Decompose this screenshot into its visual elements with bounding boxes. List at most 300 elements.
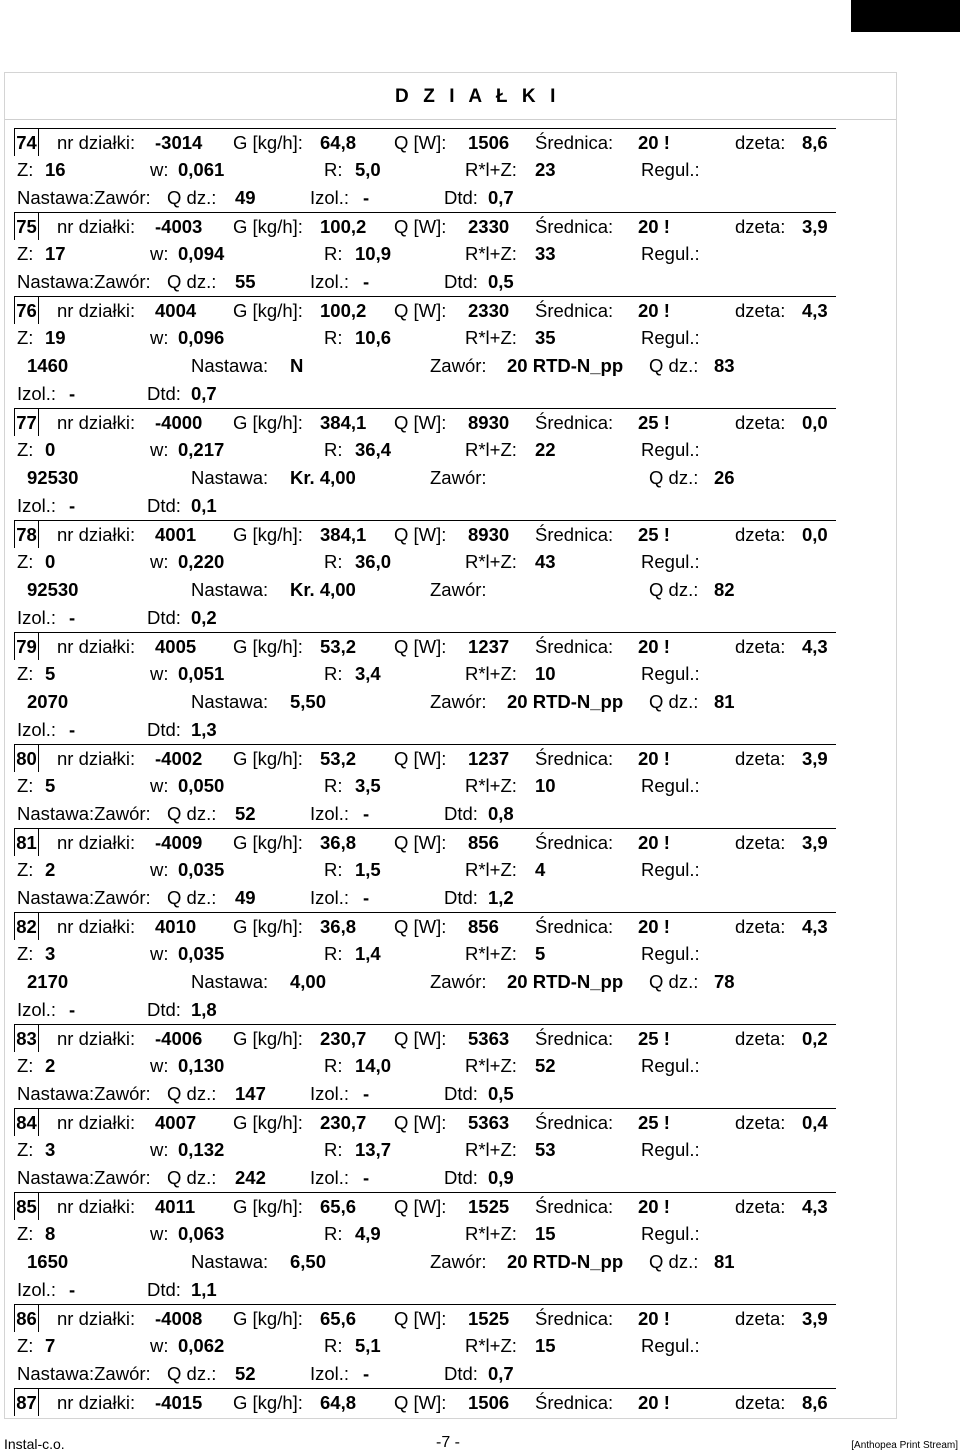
- z-value: 17: [45, 243, 66, 264]
- dzeta-value: 0,0: [802, 412, 828, 433]
- qdz-value: 242: [235, 1167, 266, 1188]
- entries-list: [5, 73, 898, 1420]
- entry-row-insulation: [14, 380, 836, 408]
- z-value: 2: [45, 859, 56, 880]
- q-value: 2330: [468, 300, 510, 321]
- qdz-label: Q dz.:: [167, 271, 217, 292]
- nr-label: nr działki:: [57, 412, 136, 433]
- nastawa-label: Nastawa:: [191, 971, 269, 992]
- g-label: G [kg/h]:: [233, 300, 303, 321]
- r-label: R:: [324, 1139, 343, 1160]
- dzeta-value: 0,0: [802, 524, 828, 545]
- nastawa-value: 5,50: [290, 691, 327, 712]
- z-value: 5: [45, 775, 56, 796]
- entry-row-insulation: [14, 716, 836, 744]
- r-label: R:: [324, 1223, 343, 1244]
- g-label: G [kg/h]:: [233, 216, 303, 237]
- qdz-label: Q dz.:: [167, 1083, 217, 1104]
- z-value: 7: [45, 1335, 56, 1356]
- srednica-label: Średnica:: [535, 412, 614, 433]
- dzeta-label: dzeta:: [735, 1308, 786, 1329]
- srednica-label: Średnica:: [535, 748, 614, 769]
- entry-number: 81: [14, 829, 39, 856]
- dtd-value: 0,7: [488, 187, 514, 208]
- q-label: Q [W]:: [394, 748, 447, 769]
- q-label: Q [W]:: [394, 1196, 447, 1217]
- srednica-label: Średnica:: [535, 1392, 614, 1413]
- izol-value: -: [69, 383, 76, 404]
- entry-row-main: [14, 744, 836, 773]
- nastawa-label: Nastawa:: [191, 691, 269, 712]
- q-label: Q [W]:: [394, 524, 447, 545]
- z-label: Z:: [17, 663, 34, 684]
- r-value: 5,1: [355, 1335, 381, 1356]
- entry-row-main: [14, 632, 836, 661]
- z-value: 5: [45, 663, 56, 684]
- rlz-value: 53: [535, 1139, 556, 1160]
- nr-value: 4007: [155, 1112, 197, 1133]
- w-label: w:: [150, 243, 169, 264]
- regul-label: Regul.:: [641, 243, 700, 264]
- q-value: 1525: [468, 1308, 510, 1329]
- entry-row-settings: [14, 688, 836, 716]
- q-label: Q [W]:: [394, 916, 447, 937]
- entry-number: 80: [14, 745, 39, 772]
- srednica-label: Średnica:: [535, 1028, 614, 1049]
- q-value: 1237: [468, 636, 510, 657]
- dzeta-label: dzeta:: [735, 300, 786, 321]
- dzeta-label: dzeta:: [735, 412, 786, 433]
- entry-row-settings: [14, 1360, 836, 1388]
- nr-value: -4002: [155, 748, 203, 769]
- izol-value: -: [69, 719, 76, 740]
- nr-value: 4010: [155, 916, 197, 937]
- g-value: 384,1: [320, 412, 367, 433]
- r-label: R:: [324, 551, 343, 572]
- entry-row-params: [14, 1220, 836, 1248]
- r-label: R:: [324, 1055, 343, 1076]
- z-label: Z:: [17, 1335, 34, 1356]
- w-label: w:: [150, 1139, 169, 1160]
- nastawa-zawor-label: Nastawa:Zawór:: [17, 1083, 151, 1104]
- document-page: [4, 72, 897, 1419]
- zawor-value: 20 RTD-N_pp: [507, 971, 624, 992]
- nastawa-zawor-label: Nastawa:Zawór:: [17, 187, 151, 208]
- g-label: G [kg/h]:: [233, 1028, 303, 1049]
- w-value: 0,094: [178, 243, 225, 264]
- zawor-label: Zawór:: [430, 1251, 487, 1272]
- z-label: Z:: [17, 859, 34, 880]
- footer-company: Instal-c.o.: [4, 1436, 65, 1452]
- w-label: w:: [150, 439, 169, 460]
- srednica-label: Średnica:: [535, 1112, 614, 1133]
- rlz-value: 15: [535, 1223, 556, 1244]
- srednica-value: 20 !: [638, 1392, 670, 1413]
- nastawa-value: Kr. 4,00: [290, 467, 356, 488]
- dtd-label: Dtd:: [444, 1167, 478, 1188]
- izol-label: Izol.:: [17, 607, 57, 628]
- q-value: 8930: [468, 524, 510, 545]
- srednica-value: 20 !: [638, 132, 670, 153]
- nr-value: 4004: [155, 300, 197, 321]
- r-label: R:: [324, 159, 343, 180]
- qdz-value: 49: [235, 187, 256, 208]
- izol-value: -: [363, 887, 370, 908]
- qdz-label: Q dz.:: [649, 355, 699, 376]
- regul-value: 1650: [27, 1251, 69, 1272]
- g-value: 230,7: [320, 1028, 367, 1049]
- w-label: w:: [150, 551, 169, 572]
- dtd-value: 0,9: [488, 1167, 514, 1188]
- z-label: Z:: [17, 439, 34, 460]
- srednica-value: 25 !: [638, 524, 670, 545]
- dtd-label: Dtd:: [444, 187, 478, 208]
- z-label: Z:: [17, 159, 34, 180]
- g-value: 100,2: [320, 300, 367, 321]
- izol-label: Izol.:: [310, 1083, 350, 1104]
- nastawa-label: Nastawa:: [191, 579, 269, 600]
- regul-value: 2070: [27, 691, 69, 712]
- g-value: 65,6: [320, 1196, 357, 1217]
- r-value: 36,0: [355, 551, 392, 572]
- srednica-value: 20 !: [638, 1196, 670, 1217]
- dtd-value: 1,3: [191, 719, 217, 740]
- entry-row-main: [14, 1024, 836, 1053]
- rlz-value: 15: [535, 1335, 556, 1356]
- srednica-value: 20 !: [638, 636, 670, 657]
- qdz-label: Q dz.:: [167, 187, 217, 208]
- nastawa-zawor-label: Nastawa:Zawór:: [17, 803, 151, 824]
- footer-page-number: -7 -: [436, 1434, 460, 1451]
- dzeta-label: dzeta:: [735, 748, 786, 769]
- dzeta-label: dzeta:: [735, 1196, 786, 1217]
- qdz-value: 83: [714, 355, 735, 376]
- entry-row-main: [14, 1192, 836, 1221]
- g-label: G [kg/h]:: [233, 132, 303, 153]
- rlz-label: R*l+Z:: [465, 663, 517, 684]
- izol-value: -: [69, 607, 76, 628]
- qdz-value: 52: [235, 1363, 256, 1384]
- entry-row-params: [14, 856, 836, 884]
- entry-row-main: [14, 912, 836, 941]
- nr-label: nr działki:: [57, 1392, 136, 1413]
- rlz-value: 35: [535, 327, 556, 348]
- entry-row-params: [14, 156, 836, 184]
- entry-row-insulation: [14, 996, 836, 1024]
- srednica-label: Średnica:: [535, 1196, 614, 1217]
- nr-label: nr działki:: [57, 216, 136, 237]
- dtd-label: Dtd:: [147, 999, 181, 1020]
- w-value: 0,220: [178, 551, 225, 572]
- dzeta-label: dzeta:: [735, 1392, 786, 1413]
- srednica-label: Średnica:: [535, 1308, 614, 1329]
- g-value: 64,8: [320, 132, 357, 153]
- entry-row-settings: [14, 352, 836, 380]
- regul-label: Regul.:: [641, 1139, 700, 1160]
- zawor-value: 20 RTD-N_pp: [507, 355, 624, 376]
- w-label: w:: [150, 1055, 169, 1076]
- entry-row-main: [14, 296, 836, 325]
- entry-number: 86: [14, 1305, 39, 1332]
- qdz-label: Q dz.:: [649, 579, 699, 600]
- z-value: 8: [45, 1223, 56, 1244]
- izol-value: -: [363, 271, 370, 292]
- q-label: Q [W]:: [394, 636, 447, 657]
- rlz-label: R*l+Z:: [465, 1223, 517, 1244]
- g-label: G [kg/h]:: [233, 1112, 303, 1133]
- w-label: w:: [150, 327, 169, 348]
- srednica-label: Średnica:: [535, 916, 614, 937]
- q-label: Q [W]:: [394, 1028, 447, 1049]
- r-label: R:: [324, 1335, 343, 1356]
- dtd-value: 0,1: [191, 495, 217, 516]
- rlz-value: 10: [535, 663, 556, 684]
- entry-number: 83: [14, 1025, 39, 1052]
- rlz-value: 43: [535, 551, 556, 572]
- r-label: R:: [324, 943, 343, 964]
- izol-label: Izol.:: [310, 1363, 350, 1384]
- q-label: Q [W]:: [394, 1392, 447, 1413]
- srednica-value: 25 !: [638, 1028, 670, 1049]
- g-value: 36,8: [320, 832, 357, 853]
- nr-label: nr działki:: [57, 748, 136, 769]
- qdz-value: 82: [714, 579, 735, 600]
- entry-number: 82: [14, 913, 39, 940]
- entry-number: 79: [14, 633, 39, 660]
- regul-label: Regul.:: [641, 439, 700, 460]
- q-value: 1525: [468, 1196, 510, 1217]
- dzeta-label: dzeta:: [735, 1112, 786, 1133]
- dtd-label: Dtd:: [147, 607, 181, 628]
- g-label: G [kg/h]:: [233, 1308, 303, 1329]
- dzeta-label: dzeta:: [735, 916, 786, 937]
- q-value: 2330: [468, 216, 510, 237]
- qdz-value: 147: [235, 1083, 266, 1104]
- entry-row-params: [14, 240, 836, 268]
- regul-label: Regul.:: [641, 1055, 700, 1076]
- z-label: Z:: [17, 327, 34, 348]
- r-value: 3,5: [355, 775, 381, 796]
- dtd-value: 1,2: [488, 887, 514, 908]
- nastawa-value: Kr. 4,00: [290, 579, 356, 600]
- nastawa-label: Nastawa:: [191, 355, 269, 376]
- r-label: R:: [324, 663, 343, 684]
- dzeta-value: 0,2: [802, 1028, 828, 1049]
- zawor-value: 20 RTD-N_pp: [507, 691, 624, 712]
- z-label: Z:: [17, 943, 34, 964]
- w-value: 0,130: [178, 1055, 225, 1076]
- izol-label: Izol.:: [310, 187, 350, 208]
- srednica-value: 20 !: [638, 216, 670, 237]
- regul-value: 2170: [27, 971, 69, 992]
- w-label: w:: [150, 1335, 169, 1356]
- entry-row-insulation: [14, 1276, 836, 1304]
- r-value: 10,6: [355, 327, 392, 348]
- g-value: 53,2: [320, 748, 357, 769]
- w-value: 0,096: [178, 327, 225, 348]
- izol-label: Izol.:: [310, 887, 350, 908]
- entry-row-params: [14, 940, 836, 968]
- entry-number: 78: [14, 521, 39, 548]
- w-label: w:: [150, 859, 169, 880]
- entry-row-params: [14, 660, 836, 688]
- srednica-value: 20 !: [638, 300, 670, 321]
- qdz-value: 49: [235, 887, 256, 908]
- z-label: Z:: [17, 551, 34, 572]
- rlz-label: R*l+Z:: [465, 1335, 517, 1356]
- rlz-label: R*l+Z:: [465, 159, 517, 180]
- qdz-value: 78: [714, 971, 735, 992]
- dzeta-label: dzeta:: [735, 216, 786, 237]
- zawor-label: Zawór:: [430, 467, 487, 488]
- qdz-label: Q dz.:: [649, 467, 699, 488]
- izol-label: Izol.:: [310, 803, 350, 824]
- q-label: Q [W]:: [394, 1112, 447, 1133]
- entry-row-insulation: [14, 492, 836, 520]
- q-label: Q [W]:: [394, 300, 447, 321]
- nr-label: nr działki:: [57, 300, 136, 321]
- r-value: 3,4: [355, 663, 381, 684]
- srednica-value: 25 !: [638, 1112, 670, 1133]
- dzeta-value: 0,4: [802, 1112, 828, 1133]
- qdz-value: 26: [714, 467, 735, 488]
- entry-row-params: [14, 436, 836, 464]
- entry-number: 77: [14, 409, 39, 436]
- entry-number: 75: [14, 213, 39, 240]
- z-value: 0: [45, 439, 56, 460]
- footer-print-stream: [Anthopea Print Stream]: [851, 1440, 958, 1451]
- entry-row-main: [14, 1108, 836, 1137]
- dtd-label: Dtd:: [147, 495, 181, 516]
- zawor-value: 20 RTD-N_pp: [507, 1251, 624, 1272]
- rlz-value: 10: [535, 775, 556, 796]
- nastawa-value: 6,50: [290, 1251, 327, 1272]
- regul-label: Regul.:: [641, 859, 700, 880]
- g-label: G [kg/h]:: [233, 832, 303, 853]
- q-label: Q [W]:: [394, 832, 447, 853]
- nastawa-zawor-label: Nastawa:Zawór:: [17, 1363, 151, 1384]
- r-label: R:: [324, 775, 343, 796]
- r-value: 4,9: [355, 1223, 381, 1244]
- srednica-label: Średnica:: [535, 132, 614, 153]
- z-value: 0: [45, 551, 56, 572]
- entry-row-main: [14, 828, 836, 857]
- entry-row-params: [14, 1332, 836, 1360]
- rlz-value: 23: [535, 159, 556, 180]
- entry-row-params: [14, 1052, 836, 1080]
- dzeta-value: 4,3: [802, 636, 828, 657]
- q-value: 8930: [468, 412, 510, 433]
- srednica-label: Średnica:: [535, 300, 614, 321]
- q-label: Q [W]:: [394, 216, 447, 237]
- qdz-label: Q dz.:: [649, 1251, 699, 1272]
- dzeta-value: 4,3: [802, 300, 828, 321]
- dzeta-value: 8,6: [802, 132, 828, 153]
- g-label: G [kg/h]:: [233, 524, 303, 545]
- dtd-label: Dtd:: [444, 887, 478, 908]
- entry-number: 74: [14, 129, 39, 156]
- izol-value: -: [363, 1167, 370, 1188]
- qdz-value: 81: [714, 691, 735, 712]
- izol-label: Izol.:: [310, 271, 350, 292]
- zawor-label: Zawór:: [430, 971, 487, 992]
- srednica-label: Średnica:: [535, 524, 614, 545]
- rlz-value: 5: [535, 943, 546, 964]
- rlz-label: R*l+Z:: [465, 1139, 517, 1160]
- g-value: 36,8: [320, 916, 357, 937]
- entry-number: 85: [14, 1193, 39, 1220]
- qdz-label: Q dz.:: [649, 691, 699, 712]
- dtd-label: Dtd:: [444, 1083, 478, 1104]
- regul-label: Regul.:: [641, 663, 700, 684]
- nr-label: nr działki:: [57, 1028, 136, 1049]
- w-label: w:: [150, 1223, 169, 1244]
- nr-label: nr działki:: [57, 524, 136, 545]
- entry-row-settings: [14, 1248, 836, 1276]
- w-label: w:: [150, 159, 169, 180]
- g-value: 100,2: [320, 216, 367, 237]
- izol-value: -: [69, 999, 76, 1020]
- qdz-label: Q dz.:: [167, 1363, 217, 1384]
- nr-label: nr działki:: [57, 1196, 136, 1217]
- w-value: 0,063: [178, 1223, 225, 1244]
- entry-row-params: [14, 324, 836, 352]
- w-value: 0,217: [178, 439, 225, 460]
- dzeta-value: 3,9: [802, 748, 828, 769]
- g-value: 53,2: [320, 636, 357, 657]
- zawor-label: Zawór:: [430, 579, 487, 600]
- qdz-value: 55: [235, 271, 256, 292]
- entry-row-main: [14, 1304, 836, 1333]
- q-label: Q [W]:: [394, 1308, 447, 1329]
- izol-label: Izol.:: [17, 383, 57, 404]
- w-value: 0,051: [178, 663, 225, 684]
- r-label: R:: [324, 327, 343, 348]
- regul-label: Regul.:: [641, 551, 700, 572]
- r-label: R:: [324, 439, 343, 460]
- izol-label: Izol.:: [17, 999, 57, 1020]
- w-label: w:: [150, 663, 169, 684]
- z-label: Z:: [17, 1055, 34, 1076]
- z-label: Z:: [17, 1139, 34, 1160]
- r-label: R:: [324, 859, 343, 880]
- izol-value: -: [69, 495, 76, 516]
- z-label: Z:: [17, 775, 34, 796]
- regul-label: Regul.:: [641, 1335, 700, 1356]
- dtd-label: Dtd:: [444, 803, 478, 824]
- dtd-value: 0,5: [488, 271, 514, 292]
- entry-row-settings: [14, 576, 836, 604]
- srednica-value: 20 !: [638, 916, 670, 937]
- nr-value: -4006: [155, 1028, 203, 1049]
- dzeta-value: 8,6: [802, 1392, 828, 1413]
- entry-row-insulation: [14, 604, 836, 632]
- izol-value: -: [363, 187, 370, 208]
- rlz-label: R*l+Z:: [465, 943, 517, 964]
- g-value: 384,1: [320, 524, 367, 545]
- dtd-value: 0,7: [191, 383, 217, 404]
- regul-label: Regul.:: [641, 943, 700, 964]
- entry-row-settings: [14, 884, 836, 912]
- g-label: G [kg/h]:: [233, 1196, 303, 1217]
- entry-row-main: [14, 408, 836, 437]
- rlz-value: 33: [535, 243, 556, 264]
- qdz-label: Q dz.:: [167, 887, 217, 908]
- nastawa-value: N: [290, 355, 304, 376]
- g-value: 230,7: [320, 1112, 367, 1133]
- r-value: 36,4: [355, 439, 392, 460]
- q-value: 1237: [468, 748, 510, 769]
